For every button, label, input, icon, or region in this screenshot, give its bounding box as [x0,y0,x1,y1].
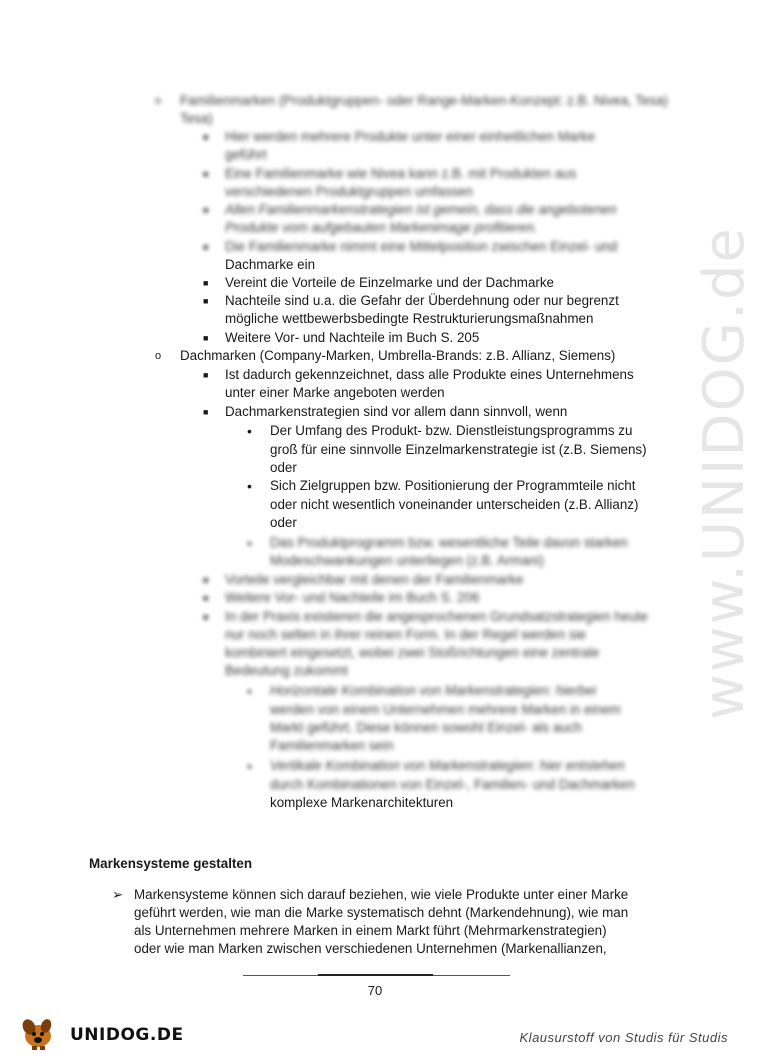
text-line: unter einer Marke angeboten werden [225,385,445,400]
section-heading: Markensysteme gestalten [89,856,252,871]
text-line: werden von einem Unternehmen mehrere Marken in einem [270,702,621,717]
page-number: 70 [367,983,383,998]
square-bullet-icon: ■ [203,169,209,179]
square-bullet-icon: ■ [203,593,209,603]
text-line: Die Familienmarke nimmt eine Mittelposition zwischen Einzel- und [225,239,618,254]
square-bullet-icon: ■ [203,333,209,343]
arrow-bullet-icon: ➢ [112,887,124,902]
footer-tagline: Klausurstoff von Studis für Studis [519,1030,728,1045]
text-line: Horizontale Kombination von Markenstrategien: hierbei [270,683,597,698]
square-bullet-icon: ■ [203,132,209,142]
text-line: oder nicht wesentlich voneinander unterscheiden (z.B. Allianz) [270,497,639,512]
text-line: durch Kombinationen von Einzel-, Familien- und Dachmarken [270,777,635,792]
dot-bullet-icon: • [247,478,252,494]
text-line: Weitere Vor- und Nachteile im Buch S. 206 [225,590,480,605]
text-line: Allen Familienmarkenstrategien ist gemein, dass die angebotenen [225,202,617,217]
square-bullet-icon: ■ [203,278,209,288]
text-line: komplexe Markenarchitekturen [270,795,454,810]
logo-wordmark: UNIDOG.DE [70,1025,184,1045]
text-line: verschiedenen Produktgruppen umfassen [225,184,473,199]
text-line: Markensysteme können sich darauf beziehen, wie viele Produkte unter einer Marke [134,887,629,902]
square-bullet-icon: ■ [203,407,209,417]
text-line: mögliche wettbewerbsbedingte Restrukturierungsmaßnahmen [225,311,594,326]
text-line: Eine Familienmarke wie Nivea kann z.B. mit Produkten aus [225,166,577,181]
text-line: kombiniert eingesetzt, wobei zwei Stoßrichtungen eine zentrale [225,645,600,660]
circle-bullet-icon: o [155,350,162,362]
square-bullet-icon: ■ [203,296,209,306]
text-line: Markt geführt. Diese können sowohl Einzel- als auch [270,720,582,735]
text-line: nur noch selten in ihrer reinen Form. In der Regel werden sie [225,627,586,642]
text-line: Familienmarken (Produktgruppen- oder Range-Marken-Konzept: z.B. Nivea, Tesa) [180,93,668,108]
text-line: Sich Zielgruppen bzw. Positionierung der Programmteile nicht [270,478,636,493]
dog-mascot-icon [18,1016,56,1050]
dot-bullet-icon: • [247,683,252,699]
text-line: Dachmarke ein [225,257,316,272]
text-line: Hier werden mehrere Produkte unter einer einheitlichen Marke [225,129,595,144]
text-line: Nachteile sind u.a. die Gefahr der Überdehnung oder nur begrenzt [225,293,619,308]
text-line: Modeschwankungen unterliegen (z.B. Armani) [270,553,544,568]
text-line: oder [270,460,297,475]
text-line: als Unternehmen mehrere Marken in einem Markt führt (Mehrmarkenstrategien) [134,923,607,938]
text-line: Vereint die Vorteile de Einzelmarke und der Dachmarke [225,275,554,290]
square-bullet-icon: ■ [203,242,209,252]
dot-bullet-icon: • [247,423,252,439]
dot-bullet-icon: • [247,758,252,774]
dot-bullet-icon: • [247,535,252,551]
text-line: groß für eine sinnvolle Einzelmarkenstrategie ist (z.B. Siemens) [270,442,647,457]
text-line: Familienmarken sein [270,738,394,753]
square-bullet-icon: ■ [203,205,209,215]
text-line: Vorteile vergleichbar mit denen der Familienmarke [225,572,524,587]
text-line: geführt [225,147,267,162]
text-line: Tesa) [180,111,213,126]
text-line: Dachmarkenstrategien sind vor allem dann sinnvoll, wenn [225,404,568,419]
text-line: Ist dadurch gekennzeichnet, dass alle Produkte eines Unternehmens [225,367,634,382]
text-line: oder wie man Marken zwischen verschiedenen Unternehmen (Markenallianzen, [134,941,607,956]
text-line: Vertikale Kombination von Markenstrategien: hier entstehen [270,758,625,773]
text-line: oder [270,515,297,530]
square-bullet-icon: ■ [203,370,209,380]
text-line: In der Praxis existieren die angesprochenen Grundsatzstrategien heute [225,609,648,624]
watermark: www.UNIDOG.de [692,226,757,720]
text-line: Produkte vom aufgebauten Markenimage profitieren. [225,220,538,235]
square-bullet-icon: ■ [203,575,209,585]
text-line: Weitere Vor- und Nachteile im Buch S. 205 [225,330,480,345]
circle-bullet-icon: o [155,95,162,107]
text-line: Der Umfang des Produkt- bzw. Dienstleistungsprogramms zu [270,423,633,438]
text-line: Bedeutung zukommt [225,663,348,678]
footer-rule-accent [318,974,433,976]
text-line: geführt werden, wie man die Marke systematisch dehnt (Markendehnung), wie man [134,905,629,920]
text-line: Dachmarken (Company-Marken, Umbrella-Brands: z.B. Allianz, Siemens) [180,348,616,363]
text-line: Das Produktprogramm bzw. wesentliche Teile davon starken [270,535,628,550]
square-bullet-icon: ■ [203,612,209,622]
